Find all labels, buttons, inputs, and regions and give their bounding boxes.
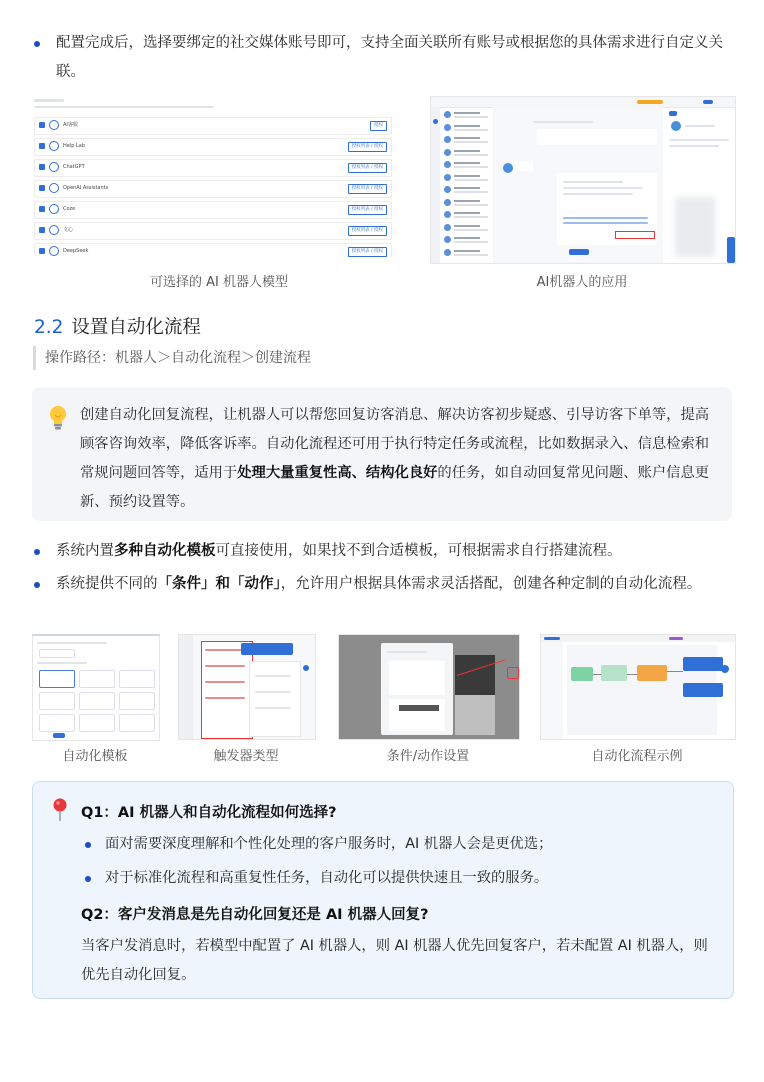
faq-list-item (85, 832, 705, 856)
bullet-bold-text: 「条件」和「动作」 (157, 576, 281, 592)
conversation-line (454, 204, 488, 206)
bullet-dot (34, 582, 40, 588)
conversation-avatar (444, 211, 451, 218)
conversation-line (454, 212, 480, 214)
figure-caption: 条件/动作设置 (386, 749, 470, 764)
conversation-line (454, 129, 488, 131)
conversation-avatar (444, 249, 451, 256)
ai-bot-application-screenshot (430, 96, 736, 264)
model-logo-icon (49, 204, 59, 214)
conversation-line (454, 116, 488, 118)
conversation-line (454, 150, 480, 152)
condition-action-screenshot (338, 634, 520, 740)
bullet-text-part: 系统提供不同的 (56, 576, 158, 592)
model-name: ChatGPT (63, 164, 85, 170)
conversation-line (454, 141, 488, 143)
bullet-text-part: ，允许用户根据具体需求灵活搭配，创建各种定制的自动化流程。 (280, 576, 702, 592)
conversation-line (454, 200, 480, 202)
faq-item-text: 面对需要深度理解和个性化处理的客户服务时，AI 机器人会是更优选； (105, 836, 553, 852)
model-name: OpenAI Assistants (63, 185, 109, 191)
checkbox[interactable] (39, 185, 45, 191)
figure-caption: AI机器人的应用 (536, 275, 628, 290)
conversation-avatar (444, 199, 451, 206)
section-title: 设置自动化流程 (71, 317, 201, 338)
model-row (34, 117, 392, 135)
model-logo-icon (49, 120, 59, 130)
authorize-button[interactable]: 授权列表 / 授权 (348, 226, 387, 236)
faq-box (32, 781, 734, 999)
model-logo-icon (49, 225, 59, 235)
figure-caption: 自动化模板 (62, 749, 128, 764)
conversation-avatar (444, 161, 451, 168)
model-name: 文心 (63, 227, 74, 233)
model-name: Help Lab (63, 143, 86, 149)
operation-path: 操作路径：机器人＞自动化流程＞创建流程 (33, 346, 311, 370)
conversation-line (454, 241, 488, 243)
conversation-line (454, 187, 480, 189)
conversation-avatar (444, 224, 451, 231)
conversation-avatar (444, 174, 451, 181)
conversation-line (454, 154, 488, 156)
conversation-line (454, 237, 480, 239)
section-number: 2.2 (34, 317, 64, 338)
bullet-dot (85, 876, 91, 882)
section-heading (34, 313, 201, 339)
faq-question: Q1：AI 机器人和自动化流程如何选择? (81, 805, 337, 821)
model-name: DeepSeek (63, 248, 89, 254)
conversation-avatar (444, 136, 451, 143)
bullet-item (34, 537, 734, 566)
checkbox[interactable] (39, 122, 45, 128)
bullet-text (34, 537, 734, 566)
conversation-line (454, 250, 480, 252)
bullet-text-part: 可直接使用，如果找不到合适模板，可根据需求自行搭建流程。 (215, 543, 622, 559)
conversation-line (454, 175, 480, 177)
bullet-dot (85, 842, 91, 848)
model-row (34, 243, 392, 257)
automation-template-screenshot (32, 634, 160, 741)
callout-text (80, 401, 712, 517)
model-row (34, 159, 392, 177)
callout-text-part: 的任务，如自动回复常见问题、账户信息更新、预约设置等。 (80, 465, 710, 510)
model-name: Coze (63, 206, 76, 212)
model-logo-icon (49, 183, 59, 193)
authorize-button[interactable]: 授权列表 / 授权 (348, 205, 387, 215)
figure-caption: 触发器类型 (213, 749, 279, 764)
conversation-line (454, 254, 488, 256)
tip-callout (32, 387, 732, 521)
conversation-avatar (444, 124, 451, 131)
faq-answer: 当客户发消息时，若模型中配置了 AI 机器人，则 AI 机器人优先回复客户，若未配置 AI 机器人，则优先自动化回复。 (81, 938, 708, 983)
conversation-line (454, 162, 480, 164)
authorize-button[interactable]: 授权 (370, 121, 387, 131)
conversation-line (454, 137, 480, 139)
model-row (34, 138, 392, 156)
bullet-bold-text: 多种自动化模板 (114, 543, 216, 559)
conversation-line (454, 216, 488, 218)
faq-list-item (85, 866, 705, 890)
conversation-line (454, 112, 480, 114)
model-name: AI客服 (63, 122, 78, 128)
conversation-line (454, 191, 488, 193)
map-pin-icon (52, 798, 68, 826)
conversation-line (454, 179, 488, 181)
conversation-avatar (444, 149, 451, 156)
conversation-line (454, 225, 480, 227)
authorize-button[interactable]: 授权列表 / 授权 (348, 142, 387, 152)
figure-caption: 自动化流程示例 (591, 749, 683, 764)
callout-bold-text: 处理大量重复性高、结构化良好 (237, 465, 438, 481)
model-logo-icon (49, 141, 59, 151)
figure-caption: 可选择的 AI 机器人模型 (150, 275, 288, 290)
checkbox[interactable] (39, 227, 45, 233)
bullet-text (34, 570, 734, 599)
authorize-button[interactable]: 授权列表 / 授权 (348, 184, 387, 194)
authorize-button[interactable]: 授权列表 / 授权 (348, 247, 387, 257)
model-row (34, 222, 392, 240)
bullet-text: 配置完成后，选择要绑定的社交媒体账号即可，支持全面关联所有账号或根据您的具体需求进行自定义关联。 (56, 35, 723, 80)
model-row (34, 201, 392, 219)
conversation-avatar (444, 236, 451, 243)
checkbox[interactable] (39, 164, 45, 170)
conversation-line (454, 166, 488, 168)
faq-item-text: 对于标准化流程和高重复性任务，自动化可以提供快速且一致的服务。 (105, 870, 549, 886)
bullet-text-part: 系统内置 (56, 543, 114, 559)
lightbulb-icon (48, 405, 68, 435)
conversation-line (454, 229, 488, 231)
automation-flow-example-screenshot (540, 634, 736, 740)
authorize-button[interactable]: 授权列表 / 授权 (348, 163, 387, 173)
ai-bot-model-list-screenshot (32, 94, 392, 257)
conversation-avatar (444, 186, 451, 193)
bullet-item (34, 29, 734, 87)
model-row (34, 180, 392, 198)
bullet-item (34, 570, 734, 599)
callout-text-part: 创建自动化回复流程，让机器人可以帮您回复访客消息、解决访客初步疑惑、引导访客下单等，提高顾客咨询效率，降低客诉率。自动化流程还可用于执行特定任务或流程，比如数据录入、信息检索和常规问题回答等，适用于 (80, 407, 710, 481)
trigger-type-screenshot (178, 634, 316, 740)
model-logo-icon (49, 162, 59, 172)
bullet-dot (34, 41, 40, 47)
checkbox[interactable] (39, 143, 45, 149)
conversation-line (454, 125, 480, 127)
bullet-dot (34, 549, 40, 555)
model-logo-icon (49, 246, 59, 256)
checkbox[interactable] (39, 206, 45, 212)
checkbox[interactable] (39, 248, 45, 254)
faq-question: Q2：客户发消息是先自动化回复还是 AI 机器人回复? (81, 907, 429, 923)
conversation-avatar (444, 111, 451, 118)
